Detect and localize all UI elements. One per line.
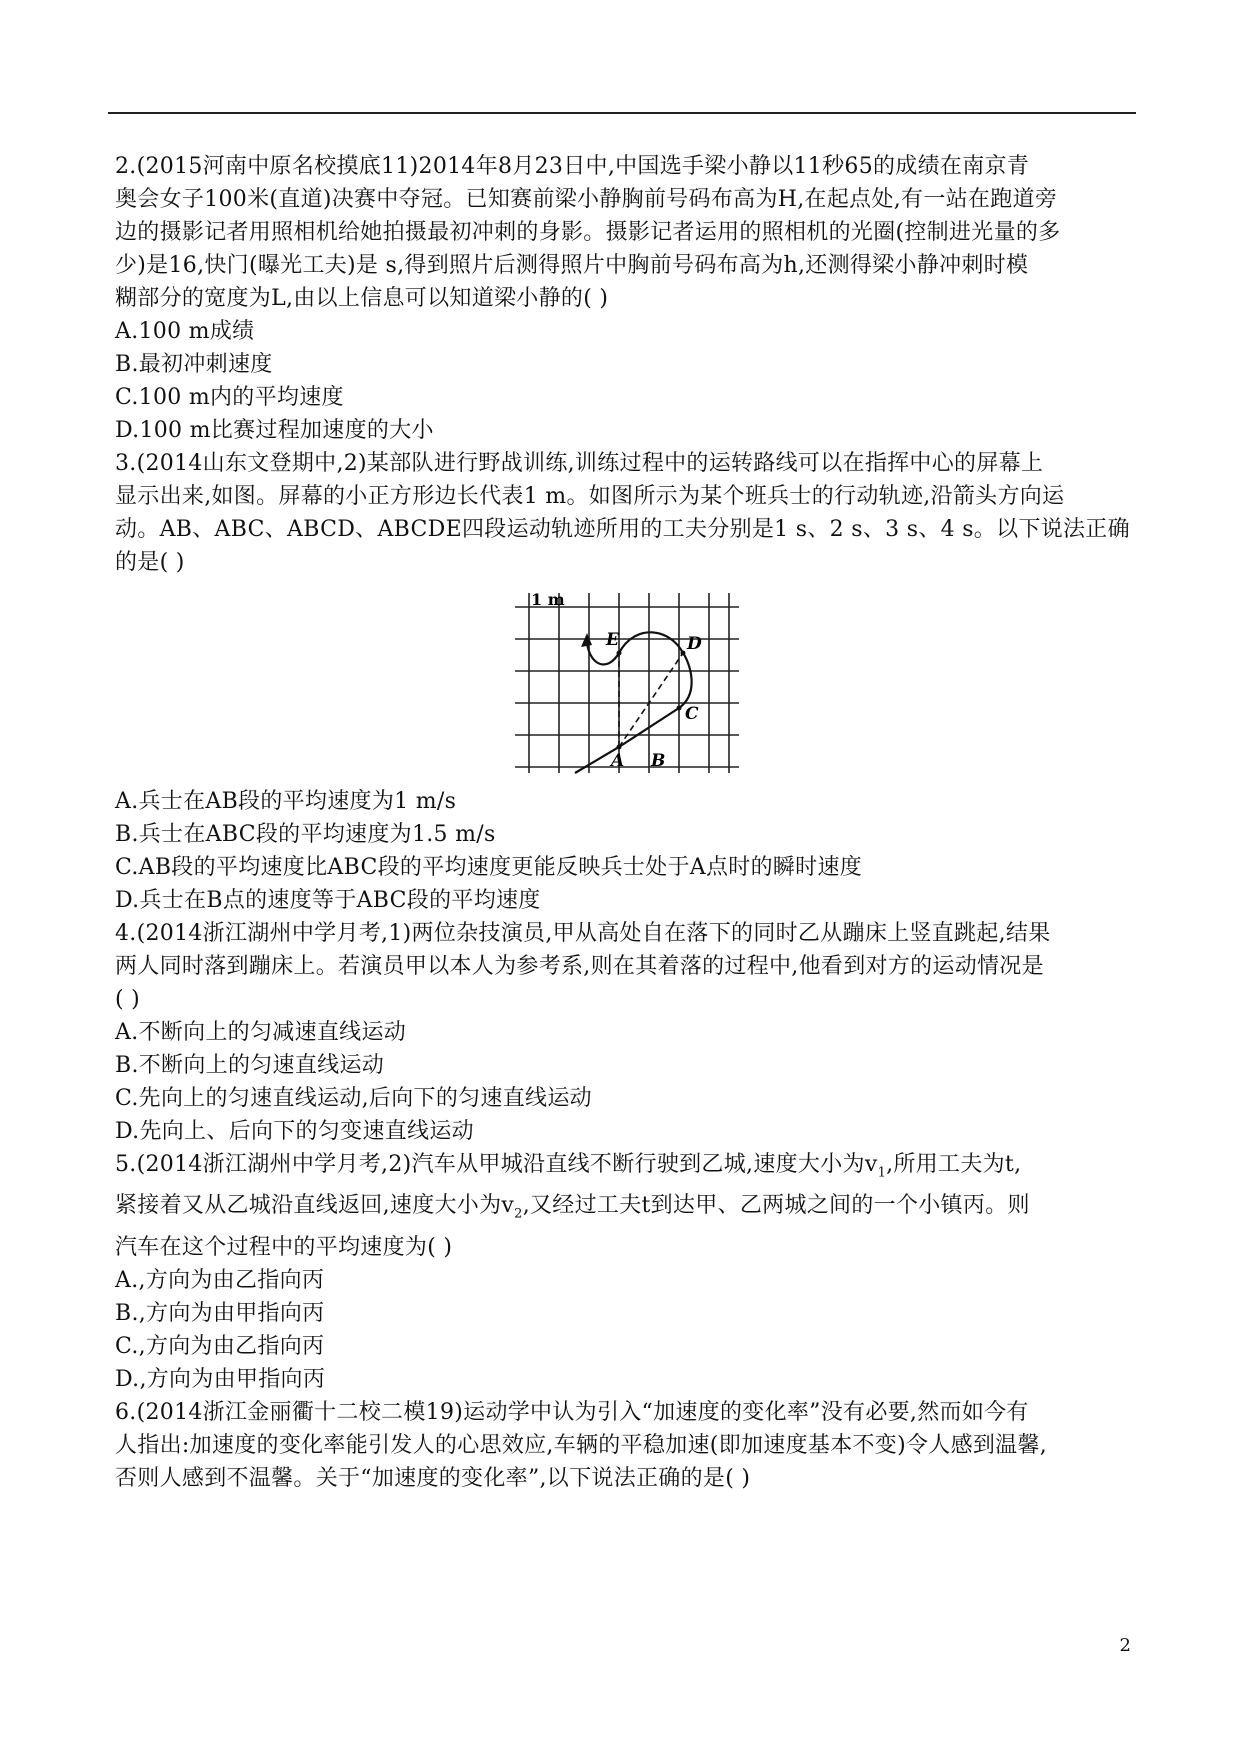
point-label-d: D <box>687 634 702 654</box>
grid-diagram <box>495 583 755 783</box>
question-text-line: 的是( ) <box>115 550 185 575</box>
question-text-line: 少)是16,快门(曝光工夫)是 s,得到照片后测得照片中胸前号码布高为h,还测得梁小静冲刺时模 <box>115 253 1029 278</box>
option-a: A.100 m成绩 <box>115 319 255 344</box>
point-label-e: E <box>606 630 619 650</box>
option-c: C.先向上的匀速直线运动,后向下的匀速直线运动 <box>115 1086 592 1111</box>
question-4 <box>115 917 1135 1148</box>
question-text-line: 汽车在这个过程中的平均速度为( ) <box>115 1234 453 1260</box>
question-text-line: 5.(2014浙江湖州中学月考,2)汽车从甲城沿直线不断行驶到乙城,速度大小为$v_1$,所用工夫为t, <box>115 1152 1022 1181</box>
question-text-line: 人指出:加速度的变化率能引发人的心思效应,车辆的平稳加速(即加速度基本不变)令人感到温馨, <box>115 1432 1048 1458</box>
arrow-head <box>581 633 592 647</box>
question-text-line: ( ) <box>115 987 141 1012</box>
question-text-line: 边的摄影记者用照相机给她拍摄最初冲刺的身影。摄影记者运用的照相机的光圈(控制进光量的多 <box>115 220 1061 245</box>
question-text-line: 奥会女子100米(直道)决赛中夺冠。已知赛前梁小静胸前号码布高为H,在起点处,有一站在跑道旁 <box>115 187 1058 212</box>
option-a: A.,方向为由乙指向丙 <box>115 1267 325 1293</box>
option-c: C.AB段的平均速度比ABC段的平均速度更能反映兵士处于A点时的瞬时速度 <box>115 855 863 880</box>
point-label-a: A <box>611 751 625 771</box>
question-text-line: 两人同时落到蹦床上。若演员甲以本人为参考系,则在其着落的过程中,他看到对方的运动情况是 <box>115 954 1044 979</box>
question-5 <box>115 1148 1135 1396</box>
header-rule <box>108 112 1136 114</box>
question-text-line: 6.(2014浙江金丽衢十二校二模19)运动学中认为引入“加速度的变化率”没有必要,然而如今有 <box>115 1399 1029 1425</box>
option-b: B.,方向为由甲指向丙 <box>115 1300 325 1326</box>
option-d: D.先向上、后向下的匀变速直线运动 <box>115 1119 474 1144</box>
option-b: B.不断向上的匀速直线运动 <box>115 1053 385 1078</box>
scale-label: 1 m <box>531 590 565 609</box>
question-text-line: 3.(2014山东文登期中,2)某部队进行野战训练,训练过程中的运转路线可以在指挥中心的屏幕上 <box>115 451 1044 476</box>
question-2 <box>115 150 1135 447</box>
option-a: A.兵士在AB段的平均速度为1 m/s <box>115 789 457 814</box>
point-label-b: B <box>651 751 666 771</box>
question-text-line: 否则人感到不温馨。关于“加速度的变化率”,以下说法正确的是( ) <box>115 1465 751 1491</box>
option-a: A.不断向上的匀减速直线运动 <box>115 1020 407 1045</box>
option-d: D.100 m比赛过程加速度的大小 <box>115 418 434 443</box>
displacement-lines <box>619 653 683 747</box>
grid-lines <box>515 593 739 773</box>
option-c: C.100 m内的平均速度 <box>115 385 344 410</box>
question-text-line: 紧接着又从乙城沿直线返回,速度大小为$v_2$,又经过工夫t到达甲、乙两城之间的一个小镇丙。则 <box>115 1193 1030 1222</box>
question-text-line: 2.(2015河南中原名校摸底11)2014年8月23日中,中国选手梁小静以11秒65的成绩在南京青 <box>115 154 1030 179</box>
option-c: C.,方向为由乙指向丙 <box>115 1333 325 1359</box>
page-number: 2 <box>1119 1635 1131 1656</box>
option-d: D.兵士在B点的速度等于ABC段的平均速度 <box>115 888 541 913</box>
option-d: D.,方向为由甲指向丙 <box>115 1366 326 1392</box>
question-text-line: 4.(2014浙江湖州中学月考,1)两位杂技演员,甲从高处自在落下的同时乙从蹦床上竖直跳起,结果 <box>115 921 1051 946</box>
question-6 <box>115 1396 1135 1495</box>
question-text-line: 糊部分的宽度为L,由以上信息可以知道梁小静的( ) <box>115 286 609 311</box>
trajectory-figure <box>115 583 1135 783</box>
question-text-line: 显示出来,如图。屏幕的小正方形边长代表1 m。如图所示为某个班兵士的行动轨迹,沿箭头方向运 <box>115 484 1065 509</box>
point-label-c: C <box>685 704 699 724</box>
option-b: B.兵士在ABC段的平均速度为1.5 m/s <box>115 822 496 847</box>
option-b: B.最初冲刺速度 <box>115 352 273 377</box>
question-text-line: 动。AB、ABC、ABCD、ABCDE四段运动轨迹所用的工夫分别是1 s、2 s、3 s、4 s。以下说法正确 <box>115 517 1130 542</box>
page-content <box>115 150 1135 1495</box>
question-3 <box>115 447 1135 917</box>
